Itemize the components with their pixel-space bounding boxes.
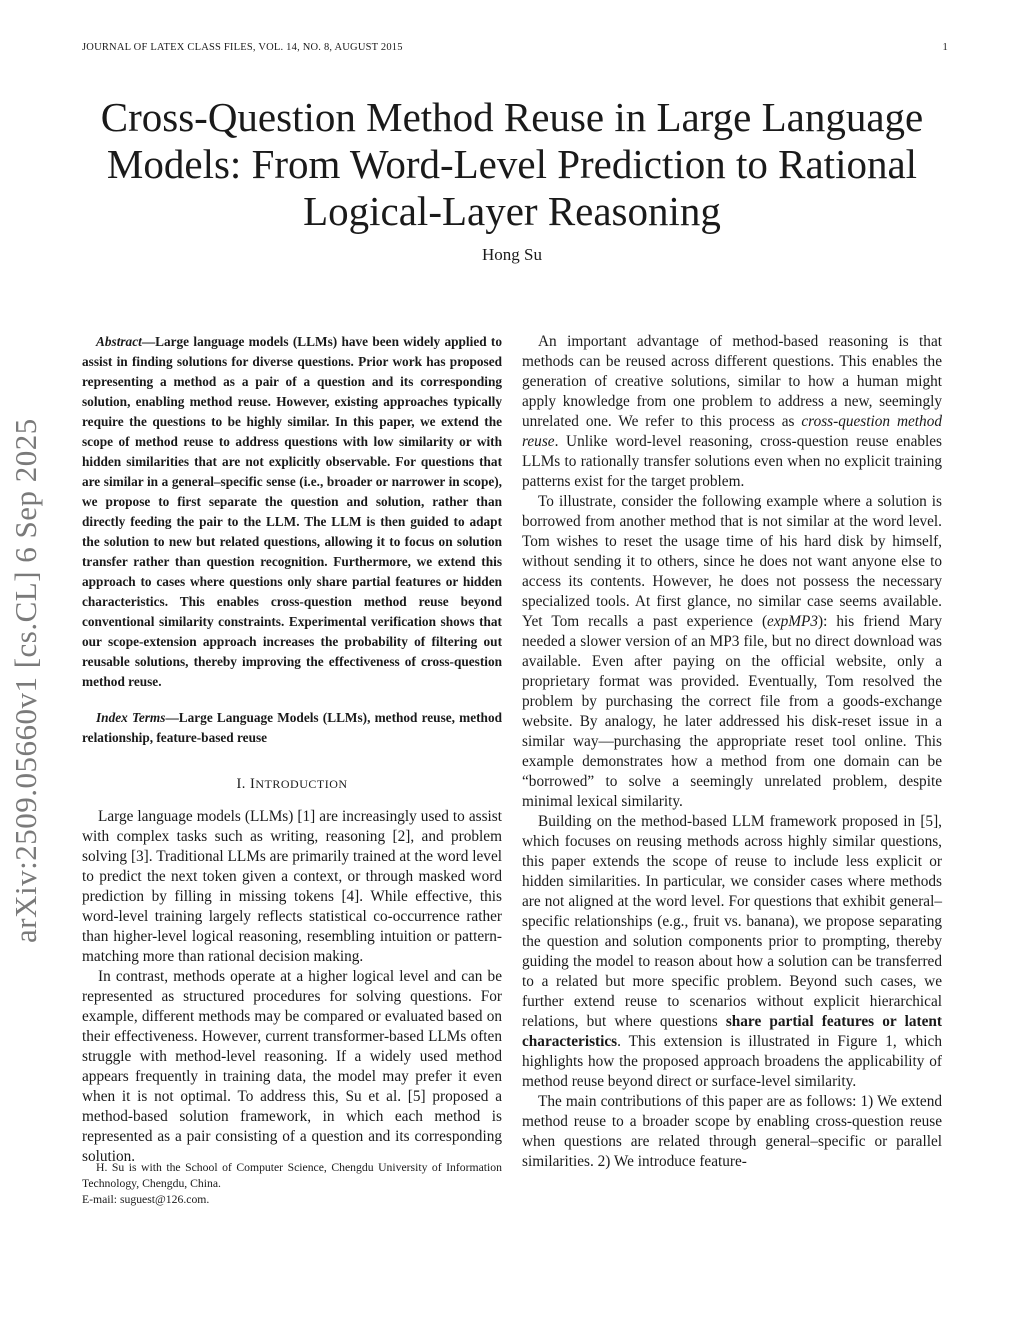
arxiv-identifier: arXiv:2509.05660v1 [cs.CL] 6 Sep 2025	[8, 418, 43, 943]
left-column	[82, 332, 502, 1167]
right-paragraph-2	[522, 492, 942, 812]
journal-name: JOURNAL OF LATEX CLASS FILES, VOL. 14, NO. 8, AUGUST 2015	[82, 42, 403, 53]
section-title-rest: NTRODUCTION	[255, 777, 348, 791]
p2-emphasis: expMP3	[767, 613, 819, 630]
abstract-text: —Large language models (LLMs) have been widely applied to assist in finding solutions for diverse questions. Prior work has proposed representing a method as a pair of a question and its corresponding solution, enabling method reuse. However, existing approaches typically require the questions to be highly similar. In this paper, we extend the scope of method reuse to address questions with low similarity or with hidden similarities that are not explicitly observable. For questions that are similar in a general–specific sense (i.e., broader or narrower in scope), we propose to first separate the question and solution, rather than directly feeding the pair to the LLM. The LLM is then guided to adapt the solution to new but related questions, allowing it to focus on solution transfer rather than question recognition. Furthermore, we extend this approach to cases where questions only share partial features or hidden characteristics. This enables cross-question method reuse beyond conventional similarity constraints. Experimental verification shows that our scope-extension approach increases the probability of filtering out reusable solutions, thereby improving the effectiveness of cross-question method reuse.	[82, 334, 502, 689]
abstract-label: Abstract	[96, 334, 142, 349]
p1-emphasis: cross-question method reuse	[522, 413, 943, 450]
footnote-affiliation: H. Su is with the School of Computer Science, Chengdu University of Information Technology, Chengdu, China.	[82, 1161, 502, 1190]
index-terms-label: Index Terms	[96, 710, 166, 725]
right-paragraph-1	[522, 332, 942, 492]
intro-paragraph-1: Large language models (LLMs) [1] are increasingly used to assist with complex tasks such as writing, reasoning [2], and problem solving [3]. Traditional LLMs are primarily trained at the word level to predict the next token given a context, or through masked word prediction by filling in missing tokens [4]. While effective, this word-level training largely reflects statistical co-occurrence rather than higher-level logical reasoning, resembling intuition or pattern-matching more than rational decision making.	[82, 808, 502, 965]
paper-title: Cross-Question Method Reuse in Large Language Models: From Word-Level Prediction to Rational Logical-Layer Reasoning	[100, 94, 924, 234]
p3-text-a: Building on the method-based LLM framework proposed in [5], which focuses on reusing methods across highly similar questions, this paper extends the scope of reuse to include less explicit or hidden similarities. In particular, we consider cases where methods are not aligned at the word level. For questions that exhibit general–specific relationships (e.g., fruit vs. banana), we propose separating the question and solution components prior to prompting, thereby guiding the model to reason about how a solution can be transferred to a related but more specific problem. Beyond such cases, we further extend reuse to scenarios without explicit hierarchical relations, but where questions	[522, 813, 942, 1030]
author-name: Hong Su	[482, 245, 542, 264]
section-number: I.	[236, 776, 246, 792]
p3-text-b: . This extension is illustrated in Figure 1, which highlights how the proposed approach broadens the applicability of method reuse beyond direct or surface-level similarity.	[522, 1033, 942, 1090]
p1-text-a: An important advantage of method-based reasoning is that methods can be reused across different questions. This enables the generation of creative solutions, similar to how a human might apply knowledge from one problem to address a new, seemingly unrelated one. We refer to this process as	[522, 333, 942, 430]
p2-text-b: ): his friend Mary needed a slower version of an MP3 file, but no direct download was available. Even after paying on the official website, only a proprietary format was provided. Eventually, Tom resolved the problem by purchasing the correct file from a goods-exchange website. By analogy, he later addressed his disk-reset issue in a similar way—purchasing the appropriate reset tool online. This example demonstrates how a method from one domain can be “borrowed” to solve a seemingly unrelated problem, despite minimal lexical similarity.	[522, 613, 942, 810]
right-paragraph-3	[522, 812, 942, 1092]
p1-text-b: . Unlike word-level reasoning, cross-question reuse enables LLMs to rationally transfer solutions even when no explicit training patterns exist for the target problem.	[522, 433, 942, 490]
author-footnote	[82, 1160, 502, 1208]
intro-paragraph-2: In contrast, methods operate at a higher logical level and can be represented as structured procedures for solving questions. For example, different methods may be compared or evaluated based on their effectiveness. However, current transformer-based LLMs often struggle with method-level reasoning. If a widely used method appears frequently in training data, the model may prefer it even when it is not optimal. To address this, Su et al. [5] proposed a method-based solution framework, in which each method is represented as a pair consisting of a question and its corresponding solution.	[82, 968, 502, 1165]
right-paragraph-4: The main contributions of this paper are as follows: 1) We extend method reuse to a broader scope by enabling cross-question reuse when questions are related through general–specific or parallel similarities. 2) We introduce feature-	[522, 1093, 942, 1170]
footnote-email: E-mail: suguest@126.com.	[82, 1193, 210, 1206]
section-heading-introduction	[82, 776, 502, 793]
index-terms-text: —Large Language Models (LLMs), method reuse, method relationship, feature-based reuse	[82, 710, 502, 745]
index-terms	[82, 708, 502, 748]
section-initial: I	[250, 776, 256, 792]
p2-text-a: To illustrate, consider the following example where a solution is borrowed from another method that is not similar at the word level. Tom wishes to reset the usage time of his hard disk by himself, without sending it to others, since he does not want anyone else to access its contents. However, he does not possess the necessary specialized tools. At first glance, no similar case seems available. Yet Tom recalls a past experience (	[522, 493, 942, 630]
page-number: 1	[942, 42, 948, 53]
right-column	[522, 332, 942, 1172]
p3-strong: share partial features or latent characteristics	[522, 1013, 942, 1050]
abstract	[82, 332, 502, 692]
